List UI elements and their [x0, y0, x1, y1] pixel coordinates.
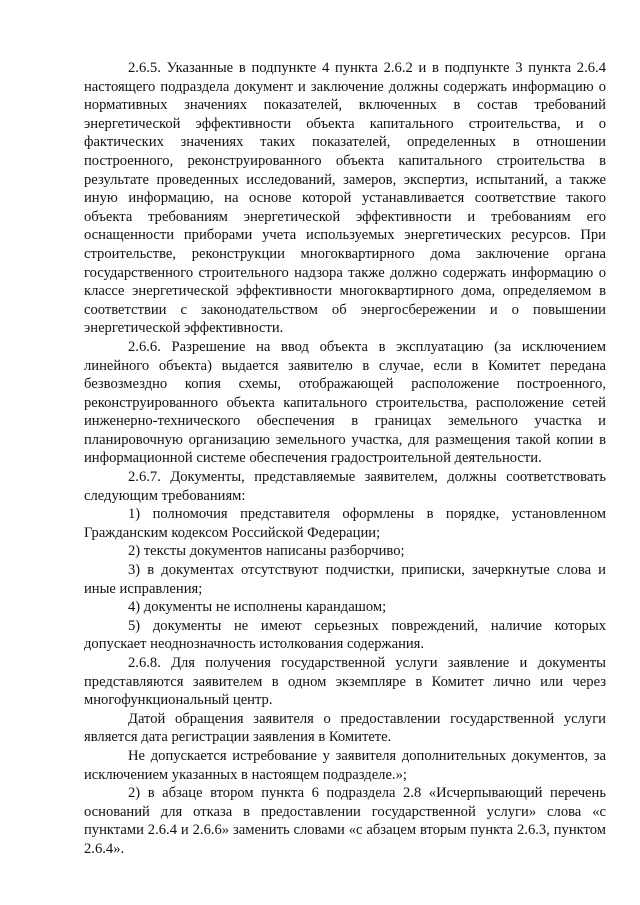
- paragraph-no-extra-documents: Не допускается истребование у заявителя дополнительных документов, за исключением указанных в настоящем подразделе.»;: [84, 747, 606, 783]
- requirement-item-4: 4) документы не исполнены карандашом;: [128, 599, 387, 616]
- document-page: [84, 59, 606, 859]
- paragraph-application-date: Датой обращения заявителя о предоставлении государственной услуги является дата регистрации заявления в Комитете.: [84, 710, 606, 746]
- paragraph-2-6-6: 2.6.6. Разрешение на ввод объекта в эксплуатацию (за исключением линейного объекта) выдается заявителю в случае, если в Комитет передана безвозмездно копия схемы, отображающей расположение построенного, реконструированного объекта капитального строительства, расположение сетей инженерно-технического обеспечения в границах земельного участка и планировочную организацию земельного участка, для размещения такой копии в информационной системе обеспечения градостроительной деятельности.: [84, 338, 606, 467]
- paragraph-2-6-5: 2.6.5. Указанные в подпункте 4 пункта 2.6.2 и в подпункте 3 пункта 2.6.4 настоящего подраздела документ и заключение должны содержать информацию о нормативных значениях показателей, включенных в состав требований энергетической эффективности объекта капитального строительства, и о фактических значениях таких показателей, определенных в отношении построенного, реконструированного объекта капитального строительства в результате проведенных исследований, замеров, экспертиз, испытаний, а также иную информацию, на основе которой устанавливается соответствие такого объекта требованиям энергетической эффективности и требованиям его оснащенности приборами учета используемых энергетических ресурсов. При строительстве, реконструкции многоквартирного дома заключение органа государственного строительного надзора также должно содержать информацию о классе энергетической эффективности многоквартирного дома, определяемом в соответствии с законодательством об энергосбережении и о повышении энергетической эффективности.: [84, 60, 606, 337]
- requirement-item-2: 2) тексты документов написаны разборчиво;: [128, 543, 405, 560]
- paragraph-2-6-7: 2.6.7. Документы, представляемые заявителем, должны соответствовать следующим требованиям:: [84, 469, 606, 504]
- requirement-item-3: 3) в документах отсутствуют подчистки, приписки, зачеркнутые слова и иные исправления;: [84, 562, 606, 597]
- requirement-item-1: 1) полномочия представителя оформлены в порядке, установленном Гражданским кодексом Российской Федерации;: [84, 506, 606, 541]
- paragraph-amendment-2-8: 2) в абзаце втором пункта 6 подраздела 2.8 «Исчерпывающий перечень оснований для отказа в предоставлении государственной услуги» слова «с пунктами 2.6.4 и 2.6.6» заменить словами «с абзацем вторым пункта 2.6.3, пунктом 2.6.4».: [84, 785, 606, 857]
- requirement-item-5: 5) документы не имеют серьезных повреждений, наличие которых допускает неоднозначность истолкования содержания.: [84, 617, 606, 653]
- paragraph-2-6-8: 2.6.8. Для получения государственной услуги заявление и документы представляются заявителем в одном экземпляре в Комитет лично или через многофункциональный центр.: [84, 655, 606, 709]
